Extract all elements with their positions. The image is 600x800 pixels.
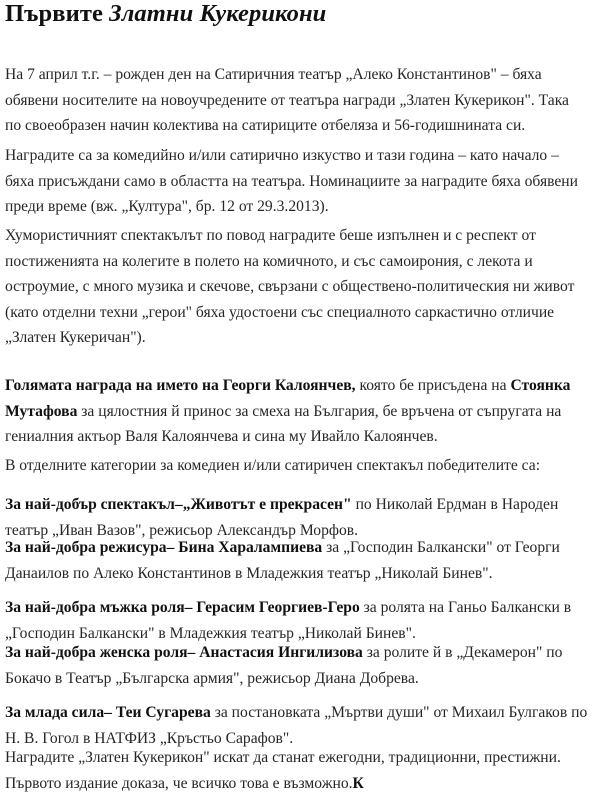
text-span: по Николай Ердман в Народен	[351, 496, 559, 513]
award-category: За най-добра мъжка роля– Герасим Георгиев-Геро	[5, 599, 360, 616]
text-line: бяха присъждани само в областта на театъра. Номинациите за наградите бяха обявени	[5, 172, 578, 190]
award-category: За най-добра режисура– Бина Харалампиева	[5, 539, 323, 556]
grand-prize-name: Голямата награда на името на Георги Калоянчев,	[5, 377, 356, 394]
text-span: за ролите й в „Декамерон" по	[362, 644, 563, 661]
text-line: „Господин Балкански" в Младежкия театър „Николай Бинев".	[5, 624, 416, 642]
text-span: за „Господин Балкански" от Георги	[322, 539, 560, 556]
text-line: Данаилов по Алеко Константинов в Младежкия театър „Николай Бинев".	[5, 564, 493, 582]
text-line: Бокачо в Театър „Българска армия", режисьор Диана Добрева.	[5, 669, 419, 687]
paragraph-show	[5, 223, 597, 351]
paragraph-awards-scope	[5, 143, 597, 220]
text-line: Наградите „Златен Кукерикон" искат да станат ежегодни, традиционни, престижни.	[5, 749, 561, 766]
award-category: За млада сила– Теи Сугарева	[5, 704, 211, 721]
text-line	[5, 640, 597, 666]
text-line: театър „Иван Вазов", режисьор Александър Морфов.	[5, 521, 359, 539]
end-mark: К	[352, 774, 364, 792]
award-best-actress	[5, 640, 597, 691]
paragraph-categories-intro	[5, 453, 597, 479]
text-line: остроумие, с много музика и скечове, свързани с обществено-политическия ни живот	[5, 278, 575, 295]
text-line: преди време (вж. „Култура", бр. 12 от 29.3.2013).	[5, 198, 329, 215]
text-line: Наградите са за комедийно и/или сатирично изкуство и тази година – като начало –	[5, 147, 559, 164]
text-span: Първото издание доказа, че всичко това е възможно.	[5, 774, 353, 792]
text-line: Н. В. Гогол в НАТФИЗ „Кръстьо Сарафов".	[5, 729, 294, 747]
text-line	[5, 700, 597, 726]
article-title	[5, 0, 326, 28]
text-span: за цялостния й принос за смеха на България, бе връчена от съпругата на	[77, 402, 562, 420]
text-line	[5, 399, 597, 425]
text-span: за постановката „Мъртви души" от Михаил Булгаков по	[210, 704, 588, 721]
title-plain: Първите	[5, 0, 103, 27]
text-line	[5, 535, 597, 561]
text-line: по своеобразен начин колектива на сатириците отбеляза и 56-годишнината си.	[5, 117, 526, 134]
text-line: (като отделни техни „герои" бяха удостоени със специалното саркастично отличие	[5, 303, 555, 321]
award-best-direction	[5, 535, 597, 586]
text-span: която бе присъдена на	[355, 377, 511, 394]
text-line: гениалния актьор Валя Калоянчева и сина му Ивайло Калоянчев.	[5, 428, 438, 445]
award-category: За най-добра женска роля– Анастасия Ингилизова	[5, 644, 363, 661]
laureate-name: Мутафова	[5, 402, 78, 420]
paragraph-closing	[5, 745, 597, 796]
text-span: за ролята на Ганьо Балкански в	[359, 599, 572, 616]
paragraph-intro	[5, 62, 597, 139]
text-line: Хумористичният спектакълът по повод наградите беше изпълнен и с респект от	[5, 227, 536, 244]
text-line: На 7 април т.г. – рожден ден на Сатиричния театър „Алеко Константинов" – бяха	[5, 66, 542, 83]
award-best-actor	[5, 595, 597, 646]
text-line: В отделните категории за комедиен и/или сатиричен спектакъл победителите са:	[5, 457, 541, 474]
text-line	[5, 771, 597, 797]
text-line: „Златен Кукеричан").	[5, 329, 146, 346]
text-line	[5, 373, 597, 399]
award-category: За най-добър спектакъл–„Животът е прекрасен"	[5, 496, 352, 513]
title-italic: Златни Кукерикони	[109, 0, 327, 27]
laureate-name: Стоянка	[510, 377, 571, 394]
paragraph-grand-prize	[5, 373, 597, 450]
award-young-talent	[5, 700, 597, 751]
text-line: постиженията на колегите в полето на комичното, и със самоирония, с лекота и	[5, 252, 533, 270]
text-line	[5, 595, 597, 621]
text-line: обявени носителите на новоучредените от театъра награди „Златен Кукерикон". Така	[5, 91, 569, 109]
text-line	[5, 492, 597, 518]
